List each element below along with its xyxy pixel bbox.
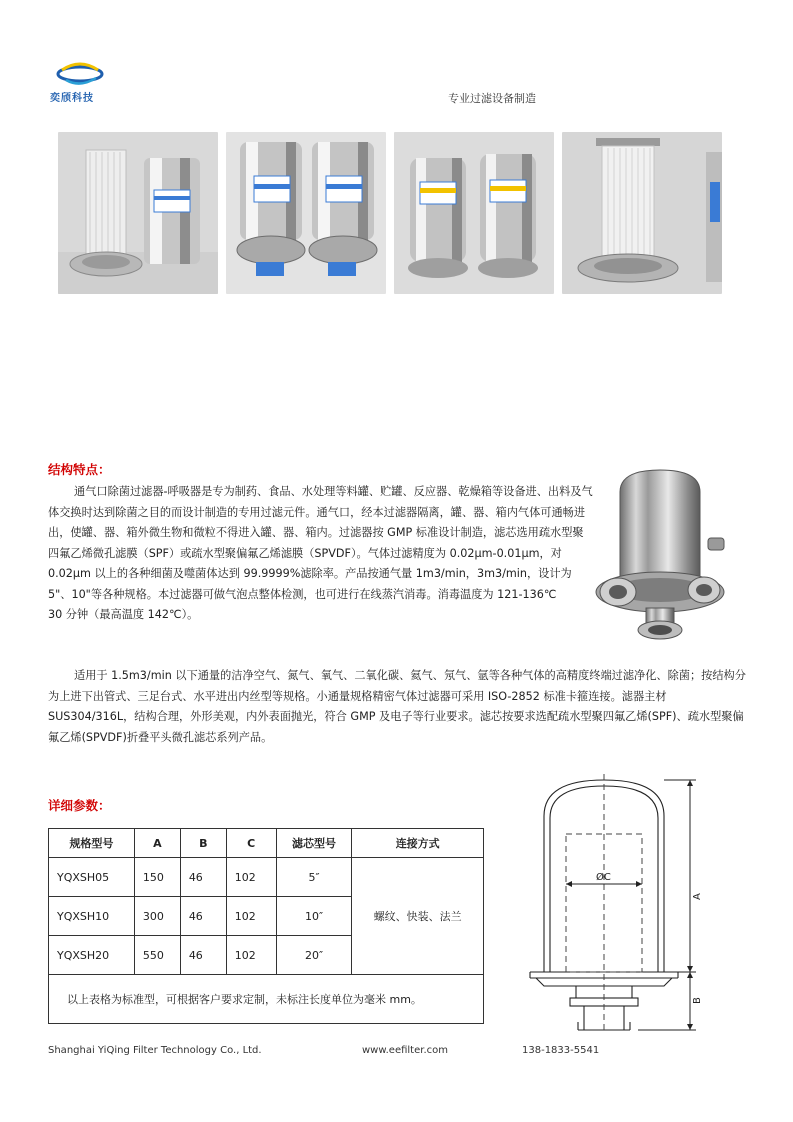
header-cartridge: 滤芯型号 xyxy=(276,829,352,858)
cell-b: 46 xyxy=(180,936,226,975)
footer-phone: 138-1833-5541 xyxy=(522,1045,600,1056)
structure-paragraph-1-tail: 30 分钟（最高温度 142℃）。 xyxy=(48,608,199,621)
header-c: C xyxy=(226,829,276,858)
application-paragraph: 适用于 1.5m3/min 以下通量的洁净空气、氮气、氧气、二氧化碳、氦气、氖气、氩等各种气体的高精度终端过滤净化、除菌；按结构分为上进下出管式、三足台式、水平进出内丝型等规格。小通量规格精密气体过滤器可采用 ISO-2852 标准卡箍连接。滤器主材 SUS304/316L，结构合理，外形美观，内外表面抛光，符合 GMP 及电子等行业要求。滤芯按要求选配疏水型聚四氟乙烯(SPF)、疏水型聚偏氟乙烯(SPVDF)折叠平头微孔滤芯系列产品。 xyxy=(48,669,746,744)
product-photo-3 xyxy=(394,132,554,294)
cell-cartridge: 5″ xyxy=(276,858,352,897)
cell-a: 550 xyxy=(134,936,180,975)
structure-section-title: 结构特点： xyxy=(48,462,111,477)
table-row xyxy=(49,858,484,897)
structure-paragraph-1-main: 通气口除菌过滤器-呼吸器是专为制药、食品、水处理等料罐、贮罐、反应器、乾燥箱等设备进、出料及气体交换时达到除菌之目的而设计制造的专用过滤元件。通气口，经本过滤器隔离，罐、器、箱内气体可通畅进出，使罐、器、箱外微生物和微粒不得进入罐、器、箱内。过滤器按 GMP 标准设计制造，滤芯选用疏水型聚四氟乙烯微孔滤膜（SPF）或疏水型聚偏氟乙烯滤膜（SPVDF）。气体过滤精度为 0.02μm-0.01μm，对 0.02μm 以上的各种细菌及噬菌体达到 99.9999%滤除率。产品按通气量 1m3/min，3m3/min，设计为 5"、10"等各种规格。本过滤器可做气泡点整体检测，也可进行在线蒸汽消毒。消毒温度为 121-136℃ xyxy=(48,485,593,601)
cell-connection: 螺纹、快装、法兰 xyxy=(352,858,484,975)
drawing-label-a: A xyxy=(692,893,703,900)
drawing-label-c: ØC xyxy=(596,872,611,883)
product-photo-4 xyxy=(562,132,722,294)
cell-a: 150 xyxy=(134,858,180,897)
header-a: A xyxy=(134,829,180,858)
logo-text: 奕颀科技 xyxy=(50,93,94,104)
cell-cartridge: 20″ xyxy=(276,936,352,975)
cell-model: YQXSH20 xyxy=(49,936,135,975)
product-photo-2 xyxy=(226,132,386,294)
table-note: 以上表格为标准型，可根据客户要求定制，未标注长度单位为毫米 mm。 xyxy=(49,975,484,1024)
header-tagline: 专业过滤设备制造 xyxy=(448,92,536,105)
cell-model: YQXSH10 xyxy=(49,897,135,936)
product-photo-1 xyxy=(58,132,218,294)
technical-drawing xyxy=(500,772,732,1034)
params-table xyxy=(48,828,484,1024)
params-section-title: 详细参数： xyxy=(48,798,111,813)
drawing-label-b: B xyxy=(692,997,703,1004)
header-model: 规格型号 xyxy=(49,829,135,858)
header-connection: 连接方式 xyxy=(352,829,484,858)
cell-cartridge: 10″ xyxy=(276,897,352,936)
cell-model: YQXSH05 xyxy=(49,858,135,897)
filter-housing-image xyxy=(588,462,738,652)
table-note-row xyxy=(49,975,484,1024)
footer-company: Shanghai YiQing Filter Technology Co., Ltd. xyxy=(48,1045,262,1056)
cell-b: 46 xyxy=(180,897,226,936)
footer-website[interactable]: www.eefilter.com xyxy=(362,1045,448,1056)
header-b: B xyxy=(180,829,226,858)
cell-c: 102 xyxy=(226,897,276,936)
cell-c: 102 xyxy=(226,936,276,975)
table-header-row xyxy=(49,829,484,858)
cell-c: 102 xyxy=(226,858,276,897)
cell-b: 46 xyxy=(180,858,226,897)
cell-a: 300 xyxy=(134,897,180,936)
structure-paragraph-1 xyxy=(48,482,593,626)
